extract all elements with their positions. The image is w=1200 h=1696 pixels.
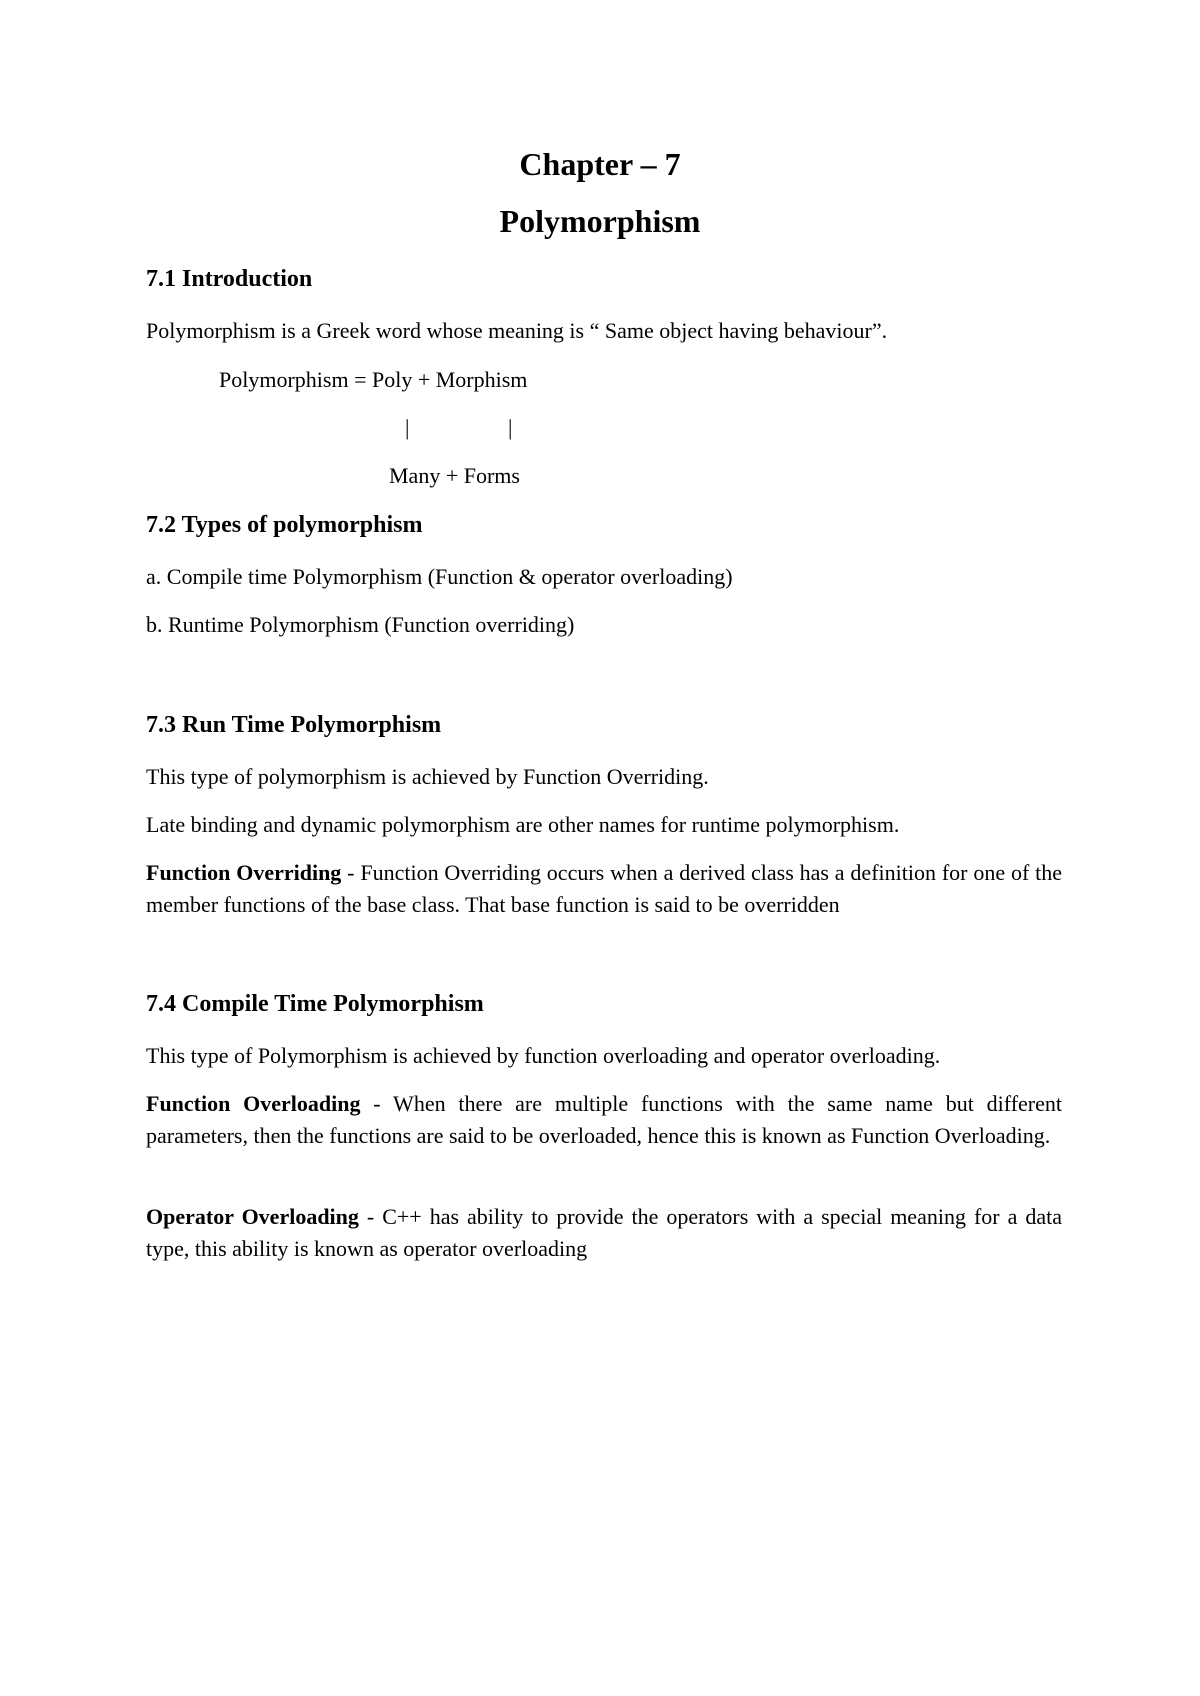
section-heading-runtime: 7.3 Run Time Polymorphism	[146, 712, 442, 738]
definition-function-overriding: - Function Overriding occurs when a derived class has a definition for one of the member functions of the base class. That base function is said to be overridden	[146, 860, 1062, 917]
equation-bar-right: |	[508, 415, 513, 440]
intro-text: Polymorphism is a Greek word whose meaning is “ Same object having behaviour”.	[146, 318, 888, 343]
term-operator-overloading: Operator Overloading	[146, 1204, 359, 1229]
equation-line: Polymorphism = Poly + Morphism	[219, 367, 528, 392]
term-function-overriding: Function Overriding	[146, 860, 342, 885]
function-overriding-paragraph	[146, 857, 1062, 921]
operator-overloading-paragraph	[146, 1201, 1062, 1265]
section-heading-types: 7.2 Types of polymorphism	[146, 512, 423, 538]
function-overloading-paragraph	[146, 1088, 1062, 1152]
list-item: b. Runtime Polymorphism (Function overriding)	[146, 612, 575, 637]
runtime-line-2: Late binding and dynamic polymorphism are other names for runtime polymorphism.	[146, 812, 900, 837]
term-function-overloading: Function Overloading	[146, 1091, 361, 1116]
equation-result: Many + Forms	[389, 463, 520, 488]
chapter-title: Chapter – 7	[519, 146, 681, 182]
list-item: a. Compile time Polymorphism (Function & operator overloading)	[146, 564, 733, 589]
definition-operator-overloading: - C++ has ability to provide the operators with a special meaning for a data type, this ability is known as operator overloading	[146, 1204, 1062, 1261]
equation-bar-left: |	[405, 415, 410, 440]
compile-line-1: This type of Polymorphism is achieved by function overloading and operator overloading.	[146, 1043, 941, 1068]
section-heading-introduction: 7.1 Introduction	[146, 266, 313, 292]
page-title: Polymorphism	[499, 203, 701, 239]
section-heading-compile: 7.4 Compile Time Polymorphism	[146, 991, 484, 1017]
runtime-line-1: This type of polymorphism is achieved by Function Overriding.	[146, 764, 709, 789]
definition-function-overloading: - When there are multiple functions with the same name but different parameters, then the functions are said to be overloaded, hence this is known as Function Overloading.	[146, 1091, 1063, 1148]
